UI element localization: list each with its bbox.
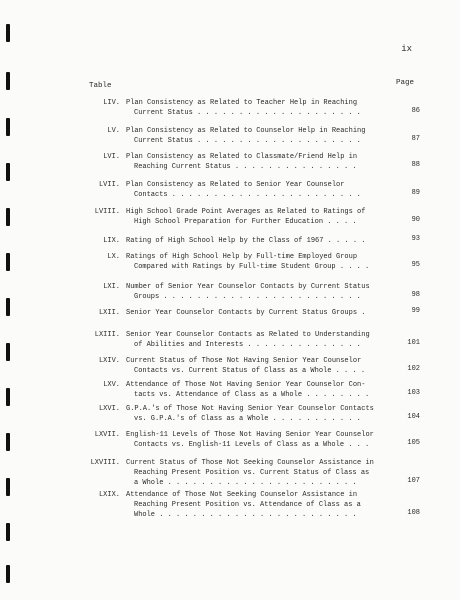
binding-mark	[6, 163, 10, 181]
title-line: Contacts . . . . . . . . . . . . . . . . . . . . . . .	[134, 191, 361, 199]
title-line: Plan Consistency as Related to Counselor Help in Reaching	[126, 127, 366, 135]
page-ref: 107	[407, 477, 420, 485]
title-line: Number of Senior Year Counselor Contacts by Current Status	[126, 283, 370, 291]
table-number: LXVIII.	[90, 459, 120, 467]
table-title	[126, 308, 388, 318]
table-title	[126, 207, 388, 227]
title-line: Current Status . . . . . . . . . . . . . . . . . . . .	[134, 109, 361, 117]
title-line: High School Grade Point Averages as Related to Ratings of	[126, 208, 366, 216]
table-number: LIV.	[103, 99, 120, 107]
binding-mark	[6, 565, 10, 583]
binding-mark	[6, 433, 10, 451]
page-ref: 101	[407, 339, 420, 347]
binding-mark	[6, 388, 10, 406]
table-number: LXIV.	[98, 357, 120, 365]
table-number: LXVI.	[98, 405, 120, 413]
title-line: Contacts vs. English-11 Levels of Class as a Whole . . .	[134, 441, 370, 449]
title-line: Current Status . . . . . . . . . . . . . . . . . . . .	[134, 137, 361, 145]
page-column-header: Page	[396, 79, 415, 87]
title-line: Whole . . . . . . . . . . . . . . . . . . . . . . . .	[134, 511, 357, 519]
title-line: Groups . . . . . . . . . . . . . . . . . . . . . . . .	[134, 293, 361, 301]
title-line: Reaching Present Position vs. Current Status of Class as	[134, 469, 370, 477]
page-ref: 86	[411, 107, 420, 115]
table-title	[126, 404, 388, 424]
page-ref: 89	[411, 189, 420, 197]
title-line: Senior Year Counselor Contacts as Related to Understanding	[126, 331, 370, 339]
title-line: High School Preparation for Further Education . . . .	[134, 218, 357, 226]
table-number: LVIII.	[94, 208, 120, 216]
title-line: Senior Year Counselor Contacts by Current Status Groups .	[126, 309, 366, 317]
title-line: Ratings of High School Help by Full-time Employed Group	[126, 253, 358, 261]
page-ref: 104	[407, 413, 420, 421]
binding-mark	[6, 478, 10, 496]
title-line: Plan Consistency as Related to Teacher Help in Reaching	[126, 99, 358, 107]
title-line: Reaching Current Status . . . . . . . . . . . . . . .	[134, 163, 357, 171]
table-number: LV.	[107, 127, 120, 135]
title-line: Rating of High School Help by the Class of 1967 . . . . .	[126, 237, 366, 245]
page-ref: 93	[411, 235, 420, 243]
title-line: Attendance of Those Not Having Senior Year Counselor Con-	[126, 381, 366, 389]
table-number: LXVII.	[94, 431, 120, 439]
title-line: Contacts vs. Current Status of Class as a Whole . . . .	[134, 367, 366, 375]
table-title	[126, 236, 388, 246]
table-number: LXII.	[98, 309, 120, 317]
page-ref: 103	[407, 389, 420, 397]
title-line: a Whole . . . . . . . . . . . . . . . . . . . . . . .	[134, 479, 357, 487]
page-ref: 90	[411, 216, 420, 224]
title-line: English-11 Levels of Those Not Having Senior Year Counselor	[126, 431, 374, 439]
title-line: Compared with Ratings by Full-time Student Group . . . .	[134, 263, 370, 271]
table-number: LIX.	[103, 237, 120, 245]
binding-mark	[6, 343, 10, 361]
binding-mark	[6, 24, 10, 42]
binding-mark	[6, 72, 10, 90]
table-title	[126, 490, 388, 520]
table-title	[126, 330, 388, 350]
title-line: G.P.A.'s of Those Not Having Senior Year Counselor Contacts	[126, 405, 374, 413]
table-number: LXV.	[103, 381, 120, 389]
binding-mark	[6, 298, 10, 316]
table-number: LX.	[107, 253, 120, 261]
page-ref: 108	[407, 509, 420, 517]
title-line: tacts vs. Attendance of Class as a Whole . . . . . . . .	[134, 391, 370, 399]
binding-mark	[6, 253, 10, 271]
page-ref: 98	[411, 291, 420, 299]
table-title	[126, 152, 388, 172]
table-title	[126, 252, 388, 272]
binding-mark	[6, 208, 10, 226]
page-ref: 95	[411, 261, 420, 269]
table-title	[126, 98, 388, 118]
page-number: ix	[401, 44, 412, 54]
title-line: Attendance of Those Not Seeking Counselor Assistance in	[126, 491, 358, 499]
table-title	[126, 126, 388, 146]
table-number: LVI.	[103, 153, 120, 161]
page-ref: 105	[407, 439, 420, 447]
page-ref: 87	[411, 135, 420, 143]
table-column-header: Table	[89, 82, 112, 90]
title-line: Plan Consistency as Related to Classmate/Friend Help in	[126, 153, 358, 161]
title-line: Plan Consistency as Related to Senior Year Counselor	[126, 181, 345, 189]
binding-mark	[6, 118, 10, 136]
page-ref: 99	[411, 307, 420, 315]
table-title	[126, 282, 388, 302]
title-line: Current Status of Those Not Having Senior Year Counselor	[126, 357, 362, 365]
binding-mark	[6, 523, 10, 541]
title-line: Current Status of Those Not Seeking Counselor Assistance in	[126, 459, 374, 467]
table-number: LVII.	[98, 181, 120, 189]
table-title	[126, 458, 388, 488]
table-title	[126, 380, 388, 400]
page-ref: 102	[407, 365, 420, 373]
table-title	[126, 180, 388, 200]
table-title	[126, 356, 388, 376]
title-line: of Abilities and Interests . . . . . . . . . . . . . .	[134, 341, 361, 349]
table-title	[126, 430, 388, 450]
table-number: LXIX.	[98, 491, 120, 499]
table-number: LXIII.	[94, 331, 120, 339]
title-line: Reaching Present Position vs. Attendance of Class as a	[134, 501, 361, 509]
table-number: LXI.	[103, 283, 120, 291]
page-ref: 88	[411, 161, 420, 169]
title-line: vs. G.P.A.'s of Class as a Whole . . . . . . . . . . .	[134, 415, 361, 423]
